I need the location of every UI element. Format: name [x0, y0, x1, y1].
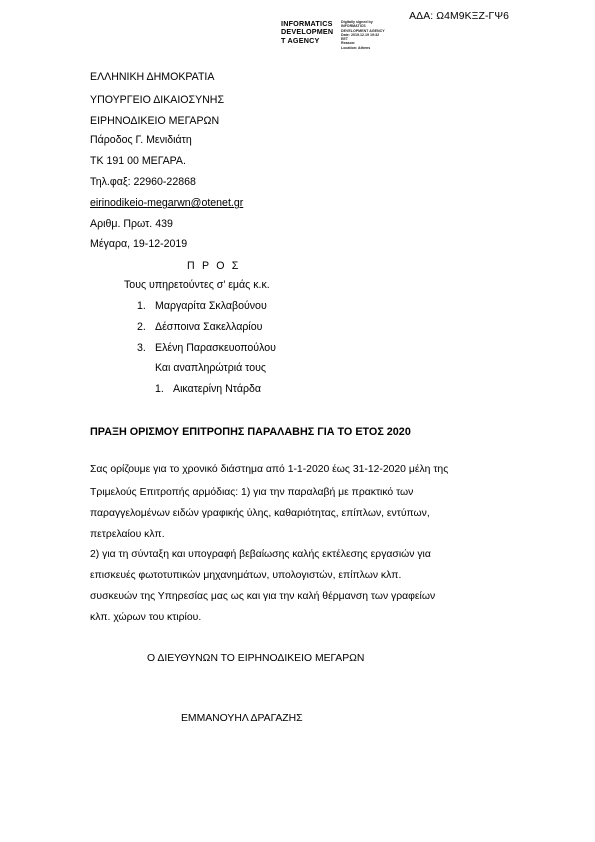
- recipients-intro: Τους υπηρετούντες σ’ εμάς κ.κ.: [124, 279, 270, 291]
- list-item-number: 1.: [137, 300, 146, 312]
- email-link[interactable]: [90, 197, 243, 209]
- country-line: ΕΛΛΗΝΙΚΗ ΔΗΜΟΚΡΑΤΙΑ: [90, 71, 215, 83]
- protocol-number: Αριθμ. Πρωτ. 439: [90, 218, 173, 230]
- stamp-org-line: INFORMATICS: [281, 19, 333, 28]
- stamp-detail-line: Location: Athens: [341, 45, 371, 50]
- stamp-detail-line: INFORMATICS: [341, 24, 366, 29]
- deputy-item: [155, 383, 261, 395]
- stamp-details: [341, 20, 385, 50]
- list-item-name: Μαργαρίτα Σκλαβούνου: [155, 300, 267, 312]
- street-line: Πάροδος Γ. Μενιδιάτη: [90, 134, 192, 146]
- stamp-org-line: DEVELOPMEN: [281, 27, 334, 37]
- stamp-detail-line: Digitally signed by: [341, 20, 373, 24]
- body-line: παραγγελομένων ειδών γραφικής ύλης, καθαριότητας, επίπλων, εντύπων,: [90, 508, 430, 519]
- stamp-detail-line: DEVELOPMENT AGENCY: [341, 28, 385, 33]
- stamp-org-line: T AGENCY: [281, 35, 320, 45]
- list-item-number: 3.: [137, 342, 146, 354]
- court-line: ΕΙΡΗΝΟΔΙΚΕΙΟ ΜΕΓΑΡΩΝ: [90, 115, 220, 127]
- ada-code: ΑΔΑ: Ω4Μ9ΚΞΖ-ΓΨ6: [409, 11, 509, 22]
- body-line: Τριμελούς Επιτροπής αρμόδιας: 1) για την παραλαβή με πρακτικό των: [90, 487, 414, 498]
- stamp-detail-line: Date: 2019.12.19 19:32: [341, 32, 380, 37]
- list-item-name: Ελένη Παρασκευοπούλου: [155, 342, 276, 354]
- to-heading: Π Ρ Ο Σ: [187, 260, 241, 272]
- body-line: πετρελαίου κλπ.: [90, 529, 165, 540]
- email-link-text[interactable]: eirinodikeio-megarwn@otenet.gr: [90, 197, 244, 209]
- digital-signature-stamp: [281, 20, 385, 50]
- stamp-org-name: [281, 20, 338, 50]
- signatory-name: ΕΜΜΑΝΟΥΗΛ ΔΡΑΓΑΖΗΣ: [181, 713, 303, 724]
- body-line: συσκευών της Υπηρεσίας μας ως και για την καλή θέρμανση των γραφείων: [90, 591, 436, 602]
- phone-fax-line: Τηλ.φαξ: 22960-22868: [90, 176, 196, 188]
- body-line: κλπ. χώρων του κτιρίου.: [90, 612, 202, 623]
- body-line: επισκευές φωτοτυπικών μηχανημάτων, υπολογιστών, επίπλων κλπ.: [90, 570, 402, 581]
- list-item-name: Δέσποινα Σακελλαρίου: [155, 321, 263, 333]
- stamp-detail-line: EET: [341, 37, 348, 42]
- list-item: [137, 300, 267, 312]
- list-item: [137, 321, 262, 333]
- list-item-number: 2.: [137, 321, 146, 333]
- deputy-item-name: Αικατερίνη Ντάρδα: [173, 383, 261, 395]
- list-item: [137, 342, 276, 354]
- deputy-intro: Και αναπληρώτριά τους: [155, 362, 267, 374]
- director-title: Ο ΔΙΕΥΘΥΝΩΝ ΤΟ ΕΙΡΗΝΟΔΙΚΕΙΟ ΜΕΓΑΡΩΝ: [147, 653, 365, 664]
- body-line: Σας ορίζουμε για το χρονικό διάστημα από 1-1-2020 έως 31-12-2020 μέλη της: [90, 464, 449, 475]
- body-line: 2) για τη σύνταξη και υπογραφή βεβαίωσης καλής εκτέλεσης εργασιών για: [90, 549, 431, 560]
- document-date: Μέγαρα, 19-12-2019: [90, 238, 188, 250]
- ministry-line: ΥΠΟΥΡΓΕΙΟ ΔΙΚΑΙΟΣΥΝΗΣ: [90, 94, 224, 106]
- postal-line: ΤΚ 191 00 ΜΕΓΑΡΑ.: [90, 155, 186, 167]
- deputy-item-number: 1.: [155, 383, 164, 395]
- act-heading: ΠΡΑΞΗ ΟΡΙΣΜΟΥ ΕΠΙΤΡΟΠΗΣ ΠΑΡΑΛΑΒΗΣ ΓΙΑ ΤΟ ΕΤΟΣ 2020: [90, 426, 411, 438]
- stamp-detail-line: Reason:: [341, 41, 356, 46]
